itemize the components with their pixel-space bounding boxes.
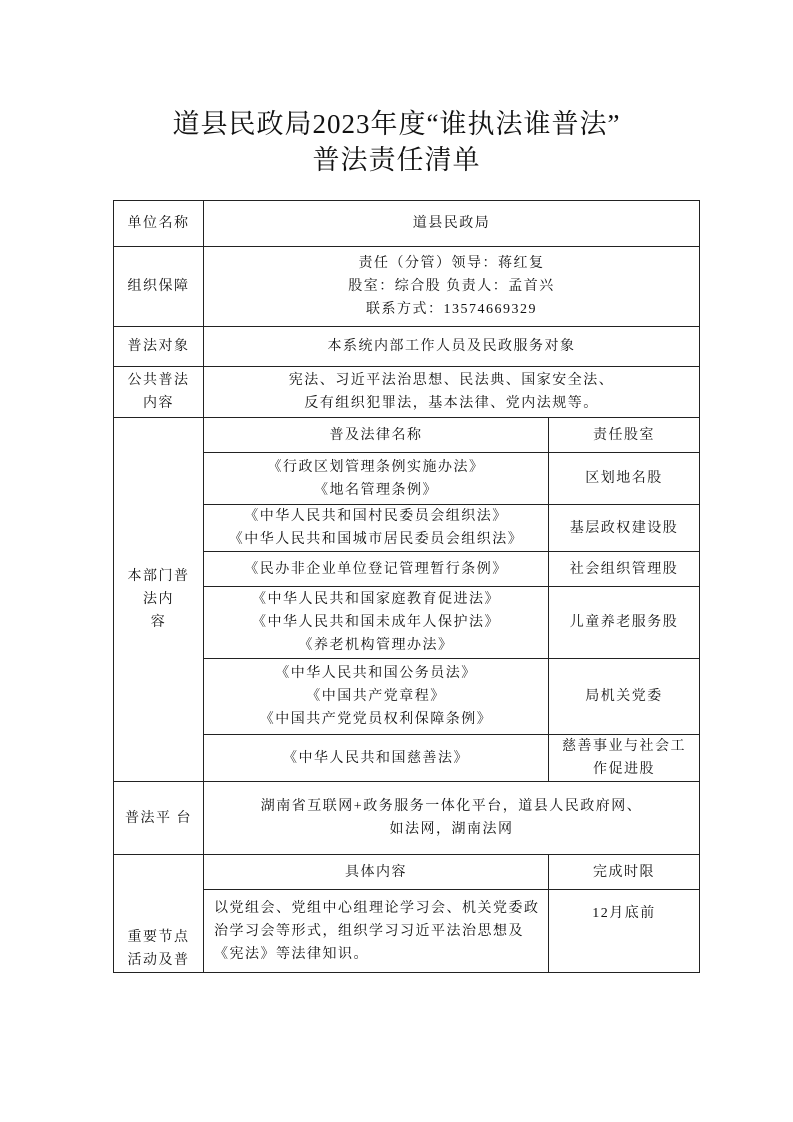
target-label: 普法对象: [114, 327, 204, 367]
dept-label-line: 容: [150, 615, 167, 630]
org-label: 组织保障: [114, 247, 204, 327]
responsibility-table: [113, 200, 700, 973]
events-label: [114, 855, 204, 973]
document-title-line2: 普法责任清单: [312, 145, 481, 175]
row-org: [114, 247, 700, 327]
event-content-line: 《宪法》等法律知识。: [214, 946, 369, 962]
row-platform: [114, 782, 700, 855]
dept-label: [114, 418, 204, 782]
office-cell: 区划地名股: [549, 453, 700, 505]
platform-line: 如法网，湖南法网: [389, 822, 514, 837]
platform-label: 普法平 台: [114, 782, 204, 855]
office-cell: [549, 735, 700, 782]
law-cell: [204, 453, 549, 505]
event-content-line: 治学习会等形式，组织学习习近平法治思想及: [214, 923, 524, 939]
law-name: 《中华人民共和国家庭教育促进法》: [252, 592, 500, 607]
dept-header-row: [114, 418, 700, 453]
public-value: [204, 367, 700, 418]
office-cell: 儿童养老服务股: [549, 587, 700, 659]
law-cell: [204, 505, 549, 552]
events-label-line: 活动及普: [127, 953, 190, 968]
dept-label-line: 法内: [143, 592, 174, 607]
office-cell: 基层政权建设股: [549, 505, 700, 552]
law-name: 《中国共产党党员权利保障条例》: [259, 712, 493, 727]
unit-label: 单位名称: [114, 201, 204, 247]
events-header-content: 具体内容: [204, 855, 549, 890]
org-office: 股室：综合股 负责人：孟首兴: [348, 279, 555, 294]
row-unit: [114, 201, 700, 247]
row-target: [114, 327, 700, 367]
events-label-line: 重要节点: [127, 930, 190, 945]
office-cell: 局机关党委: [549, 659, 700, 735]
dept-header-office: 责任股室: [549, 418, 700, 453]
event-content: [204, 890, 549, 973]
org-value: [204, 247, 700, 327]
dept-label-line: 本部门普: [127, 569, 190, 584]
public-value-line: 宪法、习近平法治思想、民法典、国家安全法、: [288, 373, 615, 388]
law-cell: [204, 659, 549, 735]
office-name-line: 慈善事业与社会工: [562, 739, 686, 754]
platform-value: [204, 782, 700, 855]
org-contact: 联系方式：13574669329: [366, 302, 537, 317]
event-deadline: 12月底前: [549, 890, 700, 973]
public-value-line: 反有组织犯罪法，基本法律、党内法规等。: [304, 396, 599, 411]
org-leader: 责任（分管）领导：蒋红复: [358, 256, 545, 271]
row-public: [114, 367, 700, 418]
law-cell: [204, 735, 549, 782]
events-header-row: [114, 855, 700, 890]
law-name: 《地名管理条例》: [314, 482, 438, 498]
public-label-line: 内容: [143, 396, 174, 411]
law-name: 《中华人民共和国公务员法》: [275, 666, 477, 681]
document-title-line1: 道县民政局2023年度“谁执法谁普法”: [172, 109, 621, 139]
law-name: 《养老机构管理办法》: [298, 638, 454, 653]
public-label-line: 公共普法: [127, 373, 190, 388]
law-name: 《民办非企业单位登记管理暂行条例》: [244, 561, 508, 577]
law-name: 《中国共产党章程》: [306, 689, 446, 704]
unit-value: 道县民政局: [204, 201, 700, 247]
target-value: 本系统内部工作人员及民政服务对象: [204, 327, 700, 367]
law-name: 《中华人民共和国城市居民委员会组织法》: [228, 532, 524, 547]
events-header-deadline: 完成时限: [549, 855, 700, 890]
dept-header-law: 普及法律名称: [204, 418, 549, 453]
office-name-line: 作促进股: [593, 762, 655, 777]
law-cell: [204, 552, 549, 587]
law-cell: [204, 587, 549, 659]
law-name: 《中华人民共和国慈善法》: [283, 750, 469, 766]
platform-line: 湖南省互联网+政务服务一体化平台，道县人民政府网、: [260, 799, 643, 814]
event-content-line: 以党组会、党组中心组理论学习会、机关党委政: [214, 900, 540, 916]
law-name: 《中华人民共和国村民委员会组织法》: [244, 509, 508, 524]
law-name: 《行政区划管理条例实施办法》: [267, 459, 485, 475]
office-cell: 社会组织管理股: [549, 552, 700, 587]
public-label: [114, 367, 204, 418]
law-name: 《中华人民共和国未成年人保护法》: [252, 615, 500, 630]
